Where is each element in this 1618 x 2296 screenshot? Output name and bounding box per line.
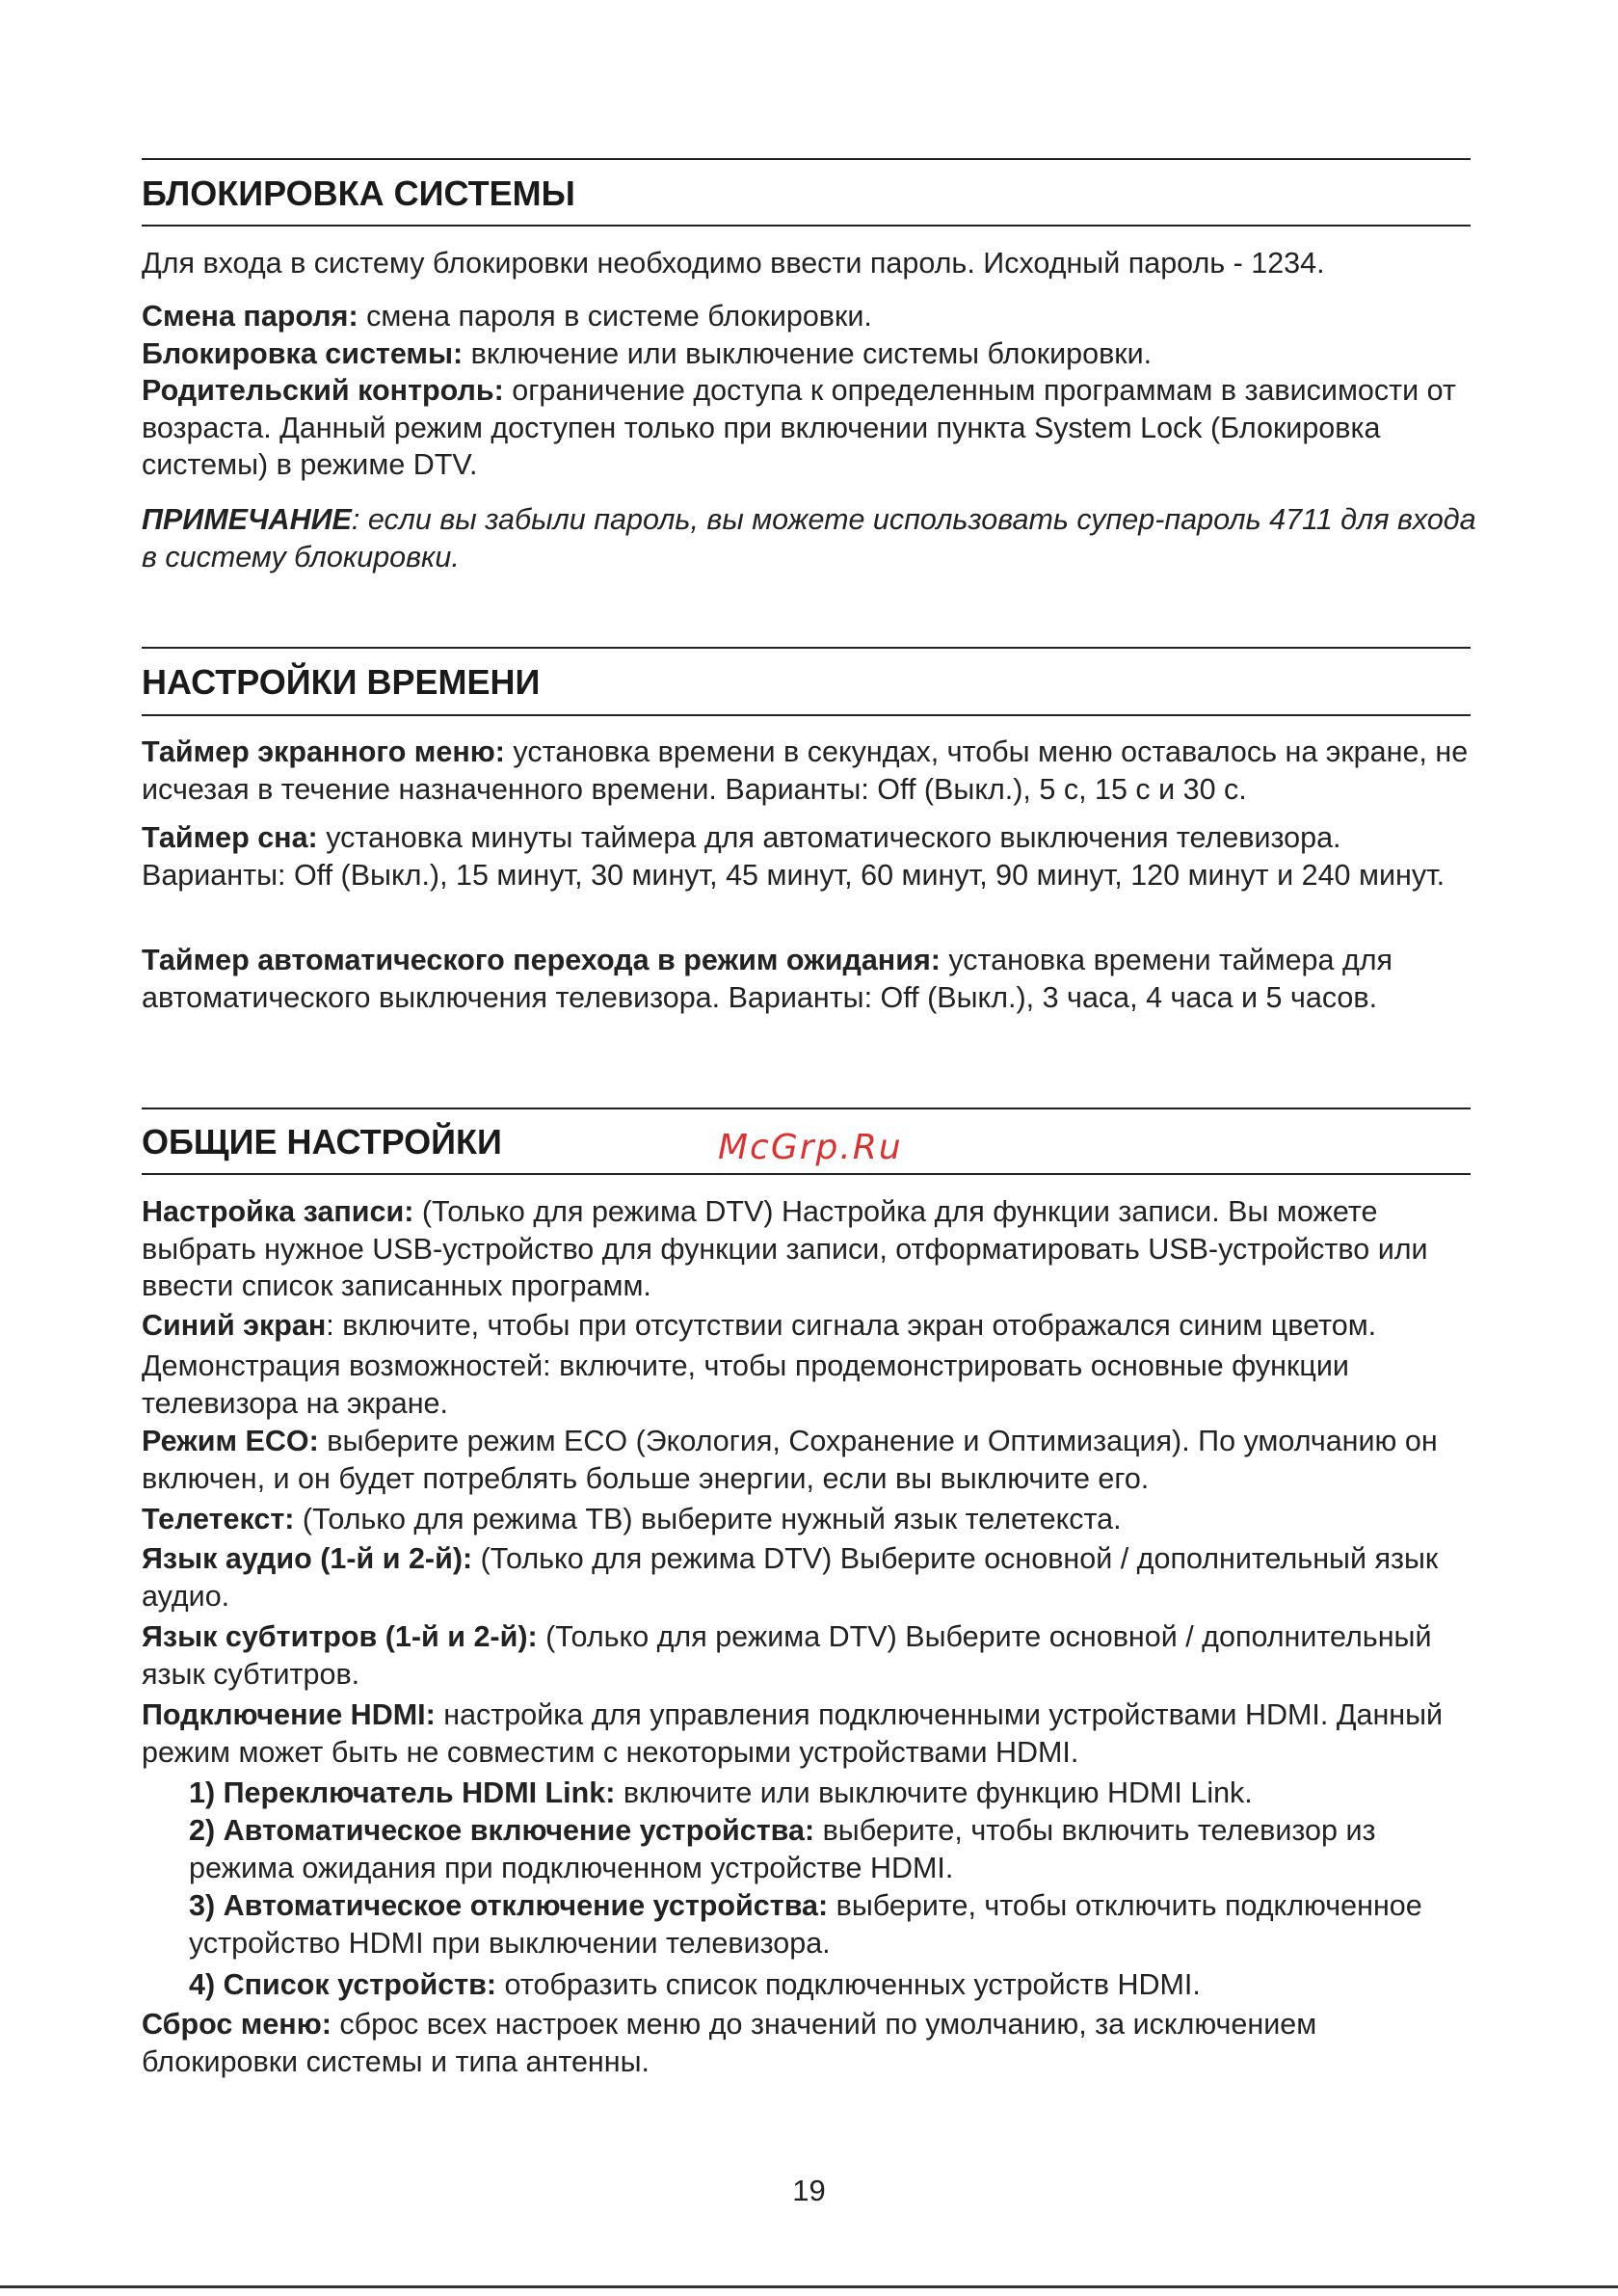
watermark: McGrp.Ru	[718, 1128, 903, 1167]
term-parental-control: Родительский контроль:	[142, 374, 504, 407]
section-title-underline	[142, 1173, 1471, 1175]
section-title-general-settings: ОБЩИЕ НАСТРОЙКИ	[142, 1122, 502, 1161]
system-lock-settings: Смена пароля: смена пароля в системе блокировки. Блокировка системы: включение или выключение системы блокировки. Родительский контроль: ограничение доступа к определенным программам в зависимости от возраста. Данный режим доступен только при включении пункта System Lock (Блокировка системы) в режиме DTV.	[142, 300, 1456, 481]
page-bottom-edge	[0, 2285, 1618, 2288]
note-label: ПРИМЕЧАНИЕ	[142, 503, 352, 536]
setting-sleep-timer: Таймер сна: установка минуты таймера для автоматического выключения телевизора. Варианты: Off (Выкл.), 15 минут, 30 минут, 45 минут, 60 минут, 90 минут, 120 минут и 240 минут.	[142, 821, 1446, 892]
setting-audio-language: Язык аудио (1-й и 2-й): (Только для режима DTV) Выберите основной / дополнительный язык аудио.	[142, 1542, 1439, 1613]
section-title-time-settings: НАСТРОЙКИ ВРЕМЕНИ	[142, 662, 541, 702]
setting-blue-screen: Синий экран: включите, чтобы при отсутствии сигнала экран отображался синим цветом.	[142, 1309, 1377, 1342]
setting-recording: Настройка записи: (Только для режима DTV) Настройка для функции записи. Вы можете выбрать нужное USB-устройство для функции записи, отформатировать USB-устройство или ввести список записанных программ.	[142, 1195, 1428, 1302]
hdmi-link-switch: 1) Переключатель HDMI Link: включите или выключите функцию HDMI Link.	[189, 1776, 1253, 1809]
system-lock-intro: Для входа в систему блокировки необходимо ввести пароль. Исходный пароль - 1234.	[142, 247, 1325, 280]
setting-subtitle-language: Язык субтитров (1-й и 2-й): (Только для режима DTV) Выберите основной / дополнительный язык субтитров.	[142, 1620, 1432, 1691]
setting-reset-menu: Сброс меню: сброс всех настроек меню до значений по умолчанию, за исключением блокировки системы и типа антенны.	[142, 2008, 1317, 2078]
term-change-password: Смена пароля:	[142, 300, 358, 333]
setting-demo-mode: Демонстрация возможностей: включите, чтобы продемонстрировать основные функции телевизора на экране.	[142, 1349, 1349, 1420]
setting-auto-standby-timer: Таймер автоматического перехода в режим ожидания: установка времени таймера для автоматического выключения телевизора. Варианты: Off (Выкл.), 3 часа, 4 часа и 5 часов.	[142, 944, 1393, 1014]
setting-osd-timer: Таймер экранного меню: установка времени в секундах, чтобы меню оставалось на экране, не исчезая в течение назначенного времени. Варианты: Off (Выкл.), 5 с, 15 с и 30 с.	[142, 735, 1469, 806]
setting-eco-mode: Режим ECO: выберите режим ECO (Экология, Сохранение и Оптимизация). По умолчанию он включен, и он будет потреблять больше энергии, если вы выключите его.	[142, 1425, 1438, 1495]
system-lock-note: ПРИМЕЧАНИЕ: если вы забыли пароль, вы можете использовать супер-пароль 4711 для входа в систему блокировки.	[142, 503, 1476, 574]
page-number: 19	[792, 2174, 826, 2207]
term-system-lock: Блокировка системы:	[142, 336, 464, 370]
section-title-underline	[142, 714, 1471, 716]
hdmi-auto-power-on: 2) Автоматическое включение устройства: выберите, чтобы включить телевизор из режима ожидания при подключенном устройстве HDMI.	[189, 1814, 1376, 1884]
setting-teletext: Телетекст: (Только для режима ТВ) выберите нужный язык телетекста.	[142, 1503, 1122, 1535]
section-top-rule	[142, 647, 1471, 649]
hdmi-auto-power-off: 3) Автоматическое отключение устройства: выберите, чтобы отключить подключенное устройство HDMI при выключении телевизора.	[189, 1889, 1422, 1960]
hdmi-device-list: 4) Список устройств: отобразить список подключенных устройств HDMI.	[189, 1968, 1201, 2001]
section-title-underline	[142, 225, 1471, 227]
setting-hdmi-cec: Подключение HDMI: настройка для управления подключенными устройствами HDMI. Данный режим может быть не совместим с некоторыми устройствами HDMI.	[142, 1698, 1444, 1769]
section-title-system-lock: БЛОКИРОВКА СИСТЕМЫ	[142, 174, 575, 213]
section-top-rule	[142, 1108, 1471, 1109]
section-top-rule	[142, 158, 1471, 160]
